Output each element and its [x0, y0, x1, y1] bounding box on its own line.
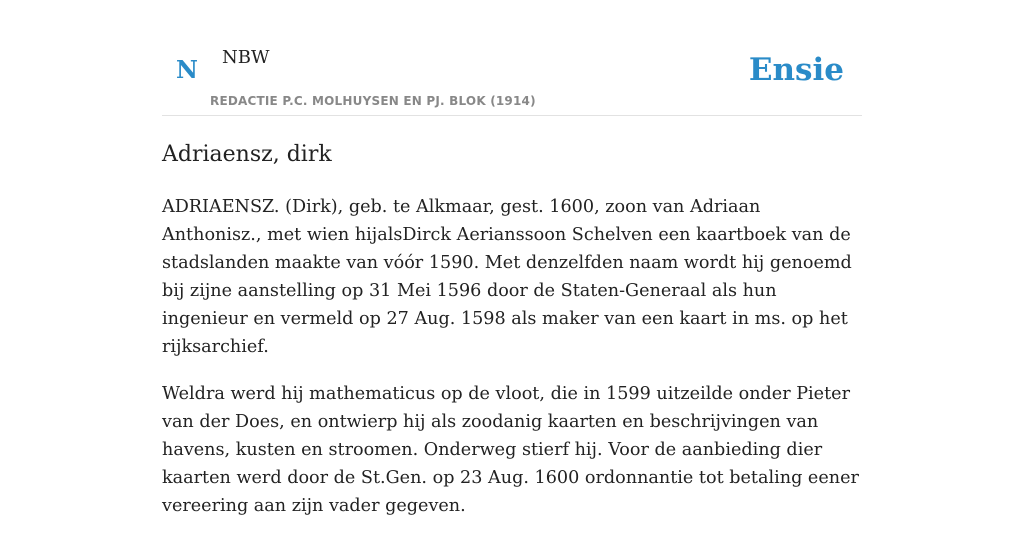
- source-editors: REDACTIE P.C. MOLHUYSEN EN PJ. BLOK (1914): [210, 94, 536, 108]
- source-logo[interactable]: N: [176, 55, 198, 84]
- article-paragraph: ADRIAENSZ. (Dirk), geb. te Alkmaar, gest. 1600, zoon van Adriaan Anthonisz., met wien hijalsDirck Aerianssoon Schelven een kaartboek van de stadslanden maakte van vóór 1590. Met denzelfden naam wordt hij genoemd bij zijne aanstelling op 31 Mei 1596 door de Staten-Generaal als hun ingenieur en vermeld op 27 Aug. 1598 als maker van een kaart in ms. op het rijksarchief.: [162, 197, 852, 357]
- source-header: [162, 0, 862, 116]
- source-name[interactable]: NBW: [222, 47, 270, 68]
- article-title: Adriaensz, dirk: [162, 142, 332, 167]
- article-paragraph: Weldra werd hij mathematicus op de vloot, die in 1599 uitzeilde onder Pieter van der Does, en ontwierp hij als zoodanig kaarten en beschrijvingen van havens, kusten en stroomen. Onderweg stierf hij. Voor de aanbieding dier kaarten werd door de St.Gen. op 23 Aug. 1600 ordonnantie tot betaling eener vereering aan zijn vader gegeven.: [162, 384, 859, 516]
- brand-logo[interactable]: Ensie: [748, 52, 844, 88]
- article-body: [162, 193, 862, 539]
